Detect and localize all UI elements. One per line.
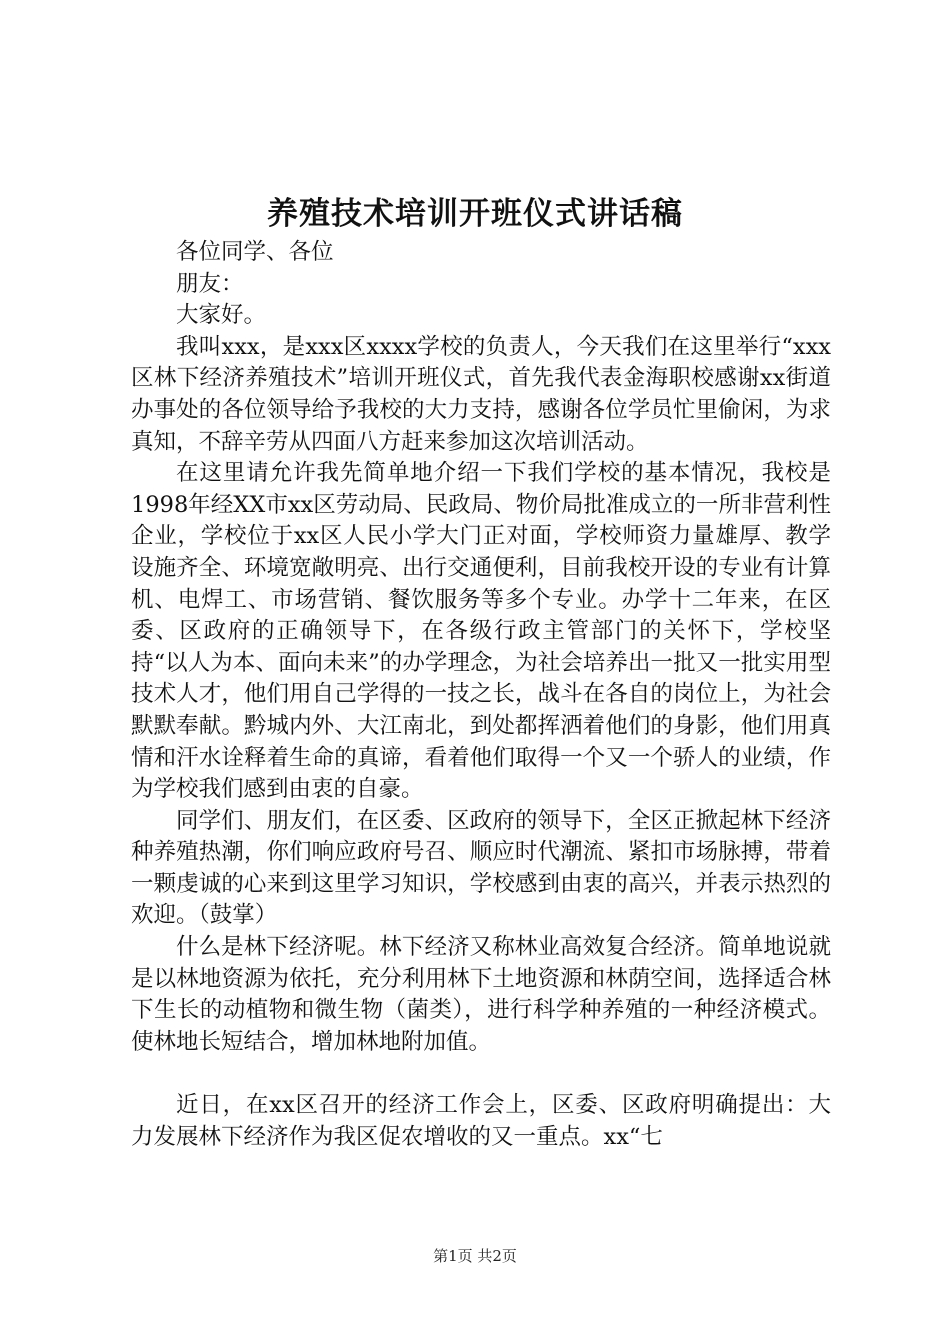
document-body [131,237,831,1154]
salutation-line-1: 各位同学、各位 [176,239,334,265]
paragraph-intro: 我叫xxx，是xxx区xxxx学校的负责人，今天我们在这里举行“xxx区林下经济养殖技术”培训开班仪式，首先我代表金海职校感谢xx街道办事处的各位领导给予我校的大力支持，感谢各位学员忙里偷闲，为求真知，不辞辛劳从四面八方赶来参加这次培训活动。 [131,333,831,455]
salutation-line-2: 朋友： [176,270,244,297]
paragraph-recent-meeting: 近日，在xx区召开的经济工作会上，区委、区政府明确提出：大力发展林下经济作为我区促农增收的又一重点。xx“七 [131,1092,831,1151]
paragraph-welcome: 同学们、朋友们，在区委、区政府的领导下，全区正掀起林下经济种养殖热潮，你们响应政府号召、顺应时代潮流、紧扣市场脉搏，带着一颗虔诚的心来到这里学习知识，学校感到由衷的高兴，并表示热烈的欢迎。（鼓掌） [131,807,831,929]
document-title: 养殖技术培训开班仪式讲话稿 [267,196,683,232]
paragraph-school-info: 在这里请允许我先简单地介绍一下我们学校的基本情况，我校是1998年经XX市xx区劳动局、民政局、物价局批准成立的一所非营利性企业，学校位于xx区人民小学大门正对面，学校师资力量雄厚、教学设施齐全、环境宽敞明亮、出行交通便利，目前我校开设的专业有计算机、电焊工、市场营销、餐饮服务等多个专业。办学十二年来，在区委、区政府的正确领导下，在各级行政主管部门的关怀下，学校坚持“以人为本、面向未来”的办学理念，为社会培养出一批又一批实用型技术人才，他们用自己学得的一技之长，战斗在各自的岗位上，为社会默默奉献。黔城内外、大江南北，到处都挥洒着他们的身影，他们用真情和汗水诠释着生命的真谛，看着他们取得一个又一个骄人的业绩，作为学校我们感到由衷的自豪。 [131,460,831,803]
greeting: 大家好。 [176,302,267,329]
page-footer: 第1页 共2页 [433,1247,517,1265]
paragraph-forest-economy: 什么是林下经济呢。林下经济又称林业高效复合经济。简单地说就是以林地资源为依托，充分利用林下土地资源和林荫空间，选择适合林下生长的动植物和微生物（菌类），进行科学种养殖的一种经济模式。使林地长短结合，增加林地附加值。 [131,934,831,1055]
